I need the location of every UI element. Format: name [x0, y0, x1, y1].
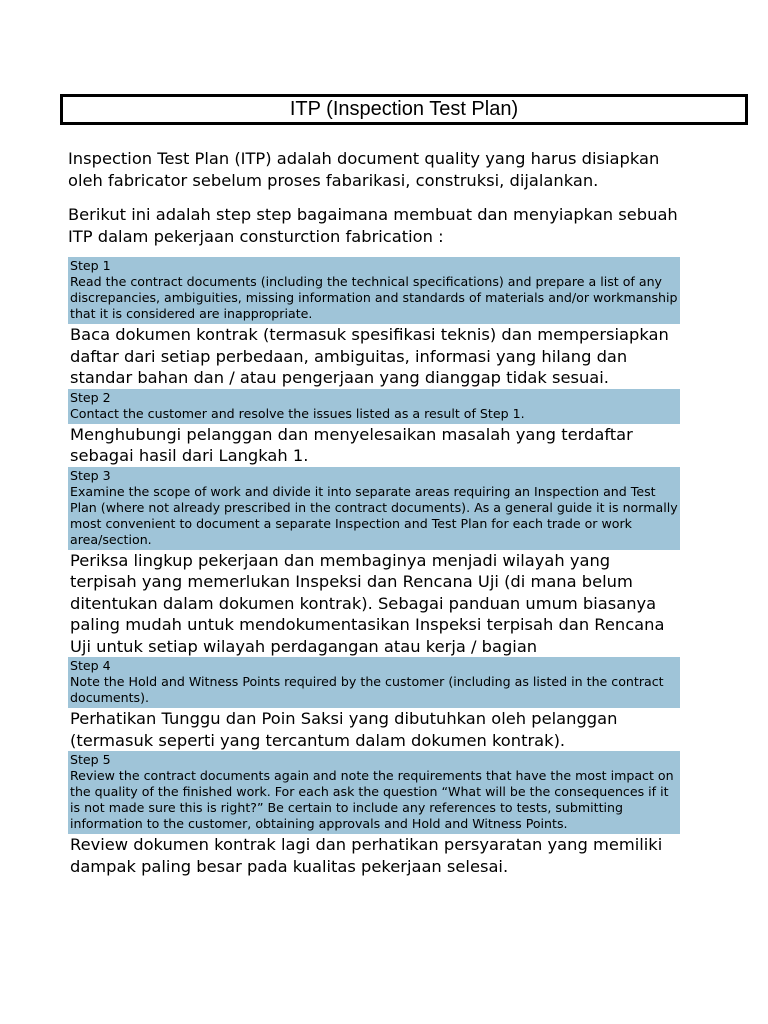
step-3-box: [68, 467, 680, 550]
step-description: Contact the customer and resolve the issues listed as a result of Step 1.: [70, 405, 525, 421]
step-label: Step 3: [70, 467, 111, 483]
step-5-box: [68, 751, 680, 834]
step-2-box: [68, 389, 680, 424]
step-translation: Menghubungi pelanggan dan menyelesaikan masalah yang terdaftar sebagai hasil dari Langkah 1.: [70, 424, 633, 465]
step-label: Step 4: [70, 658, 111, 673]
step-label: Step 5: [70, 752, 111, 767]
step-label: Step 1: [70, 258, 111, 273]
step-label: Step 2: [70, 389, 111, 405]
document-title: ITP (Inspection Test Plan): [289, 98, 519, 120]
document-body: [68, 148, 680, 877]
step-translation: Periksa lingkup pekerjaan dan membaginya menjadi wilayah yang terpisah yang memerlukan Inspeksi dan Rencana Uji (di mana belum ditentukan dalam dokumen kontrak). Sebagai panduan umum biasanya paling mudah untuk mendokumentasikan Inspeksi terpisah dan Rencana Uji untuk setiap wilayah perdagangan atau kerja / bagian: [70, 550, 665, 656]
intro-paragraph: Inspection Test Plan (ITP) adalah document quality yang harus disiapkan oleh fabricator sebelum proses fabarikasi, construksi, dijalankan.: [68, 149, 660, 190]
step-description: Read the contract documents (including the technical specifications) and prepare a list of any discrepancies, ambiguities, missing information and standards of materials and/or workmanship that it is considered are inappropriate.: [70, 274, 678, 321]
step-1-box: [68, 257, 680, 324]
step-description: Examine the scope of work and divide it into separate areas requiring an Inspection and Test Plan (where not already prescribed in the contract documents). As a general guide it is normally most convenient to document a separate Inspection and Test Plan for each trade or work area/section.: [70, 483, 678, 547]
step-translation: Baca dokumen kontrak (termasuk spesifikasi teknis) dan mempersiapkan daftar dari setiap perbedaan, ambiguitas, informasi yang hilang dan standar bahan dan / atau pengerjaan yang dianggap tidak sesuai.: [70, 325, 669, 387]
intro-paragraph: Berikut ini adalah step step bagaimana membuat dan menyiapkan sebuah ITP dalam pekerjaan consturction fabrication :: [68, 205, 678, 246]
step-description: Note the Hold and Witness Points required by the customer (including as listed in the contract documents).: [70, 674, 664, 705]
step-translation: Perhatikan Tunggu dan Poin Saksi yang dibutuhkan oleh pelanggan (termasuk seperti yang tercantum dalam dokumen kontrak).: [70, 709, 618, 750]
step-description: Review the contract documents again and note the requirements that have the most impact on the quality of the finished work. For each ask the question “What will be the consequences if it is not made sure this is right?” Be certain to include any references to tests, submitting information to the customer, obtaining approvals and Hold and Witness Points.: [70, 768, 674, 831]
step-translation: Review dokumen kontrak lagi dan perhatikan persyaratan yang memiliki dampak paling besar pada kualitas pekerjaan selesai.: [70, 835, 663, 876]
step-4-box: [68, 657, 680, 708]
document-title-box: [60, 94, 748, 125]
